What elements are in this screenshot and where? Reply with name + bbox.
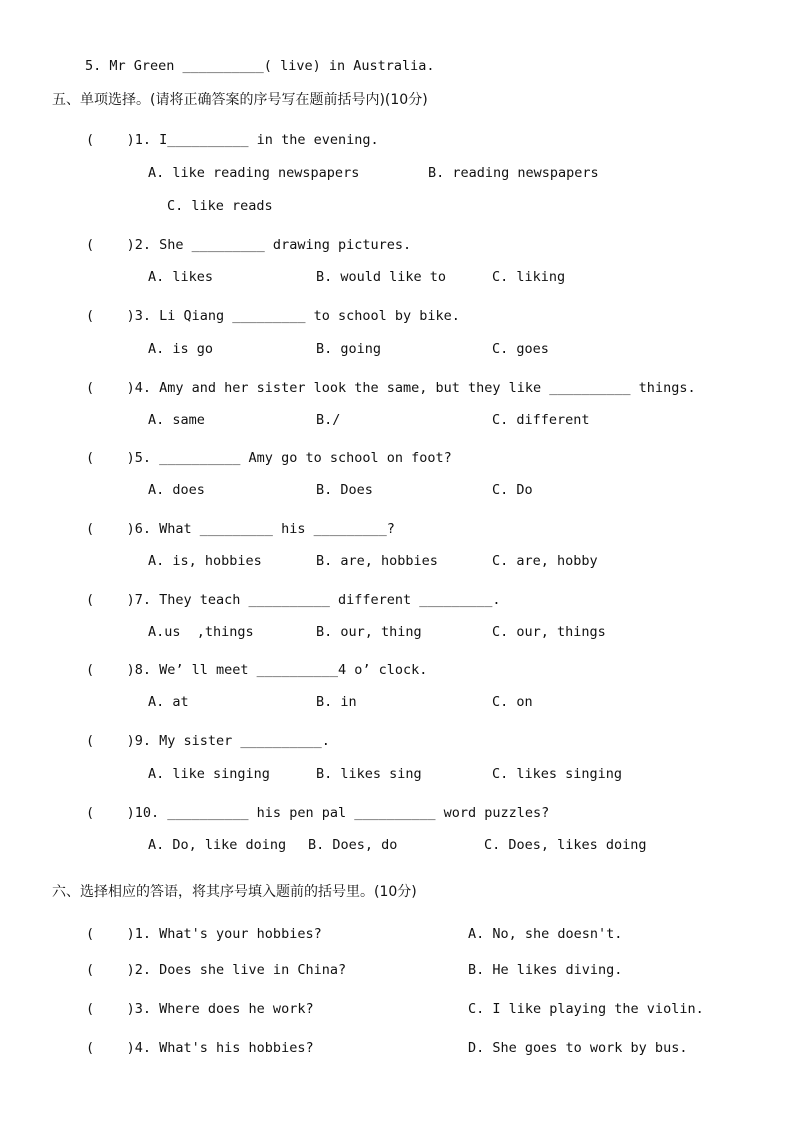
match-question: ( )2. Does she live in China?: [86, 962, 347, 978]
match-answer: D. She goes to work by bus.: [468, 1040, 688, 1056]
mc-option-b: B. are, hobbies: [316, 553, 438, 569]
match-question: ( )4. What's his hobbies?: [86, 1040, 314, 1056]
mc-option-b: B. reading newspapers: [428, 165, 599, 181]
mc-option-b: B. Does: [316, 482, 373, 498]
mc-question: ( )7. They teach __________ different _________.: [86, 592, 501, 608]
match-answer: C. I like playing the violin.: [468, 1001, 704, 1017]
mc-option-c: C. Does, likes doing: [484, 837, 647, 853]
mc-option-c: C. goes: [492, 341, 549, 357]
mc-option-a: A. same: [148, 412, 205, 428]
mc-option-b: B. likes sing: [316, 766, 422, 782]
mc-option-a: A. like reading newspapers: [148, 165, 360, 181]
mc-option-b: B. going: [316, 341, 382, 357]
mc-option-a: A. is, hobbies: [148, 553, 262, 569]
mc-option-b: B. our, thing: [316, 624, 422, 640]
mc-option-c: C. likes singing: [492, 766, 623, 782]
mc-option-b: B. Does, do: [308, 837, 398, 853]
mc-question: ( )4. Amy and her sister look the same, but they like __________ things.: [86, 380, 696, 396]
mc-option-b: B. in: [316, 694, 357, 710]
match-answer: A. No, she doesn't.: [468, 926, 623, 942]
question-5-fill: 5. Mr Green __________( live) in Australia.: [85, 58, 435, 74]
mc-option-c: C. on: [492, 694, 533, 710]
mc-option-a: A. likes: [148, 269, 214, 285]
mc-option-c: C. different: [492, 412, 590, 428]
mc-option-a: A. does: [148, 482, 205, 498]
mc-option-a: A. is go: [148, 341, 214, 357]
mc-option-b: B. would like to: [316, 269, 447, 285]
mc-question: ( )9. My sister __________.: [86, 733, 330, 749]
mc-option-a: A. Do, like doing: [148, 837, 287, 853]
mc-option-c: C. our, things: [492, 624, 606, 640]
mc-question: ( )6. What _________ his _________?: [86, 521, 395, 537]
mc-option-a: A. like singing: [148, 766, 270, 782]
mc-question: ( )5. __________ Amy go to school on foot?: [86, 450, 452, 466]
mc-option-a: A.us ,things: [148, 624, 254, 640]
mc-option-c: C. are, hobby: [492, 553, 598, 569]
mc-question: ( )10. __________ his pen pal __________ word puzzles?: [86, 805, 550, 821]
mc-question: ( )1. I__________ in the evening.: [86, 132, 379, 148]
section-5-title: 五、单项选择。(请将正确答案的序号写在题前括号内)(10分): [52, 92, 428, 108]
mc-question: ( )2. She _________ drawing pictures.: [86, 237, 412, 253]
mc-option-c: C. liking: [492, 269, 566, 285]
match-answer: B. He likes diving.: [468, 962, 623, 978]
mc-question: ( )3. Li Qiang _________ to school by bike.: [86, 308, 460, 324]
mc-option-c: C. like reads: [167, 198, 273, 214]
match-question: ( )3. Where does he work?: [86, 1001, 314, 1017]
section-6-title: 六、选择相应的答语，将其序号填入题前的括号里。(10分): [52, 884, 417, 900]
mc-option-c: C. Do: [492, 482, 533, 498]
mc-question: ( )8. We’ ll meet __________4 o’ clock.: [86, 662, 428, 678]
mc-option-a: A. at: [148, 694, 189, 710]
match-question: ( )1. What's your hobbies?: [86, 926, 322, 942]
mc-option-b: B./: [316, 412, 341, 428]
